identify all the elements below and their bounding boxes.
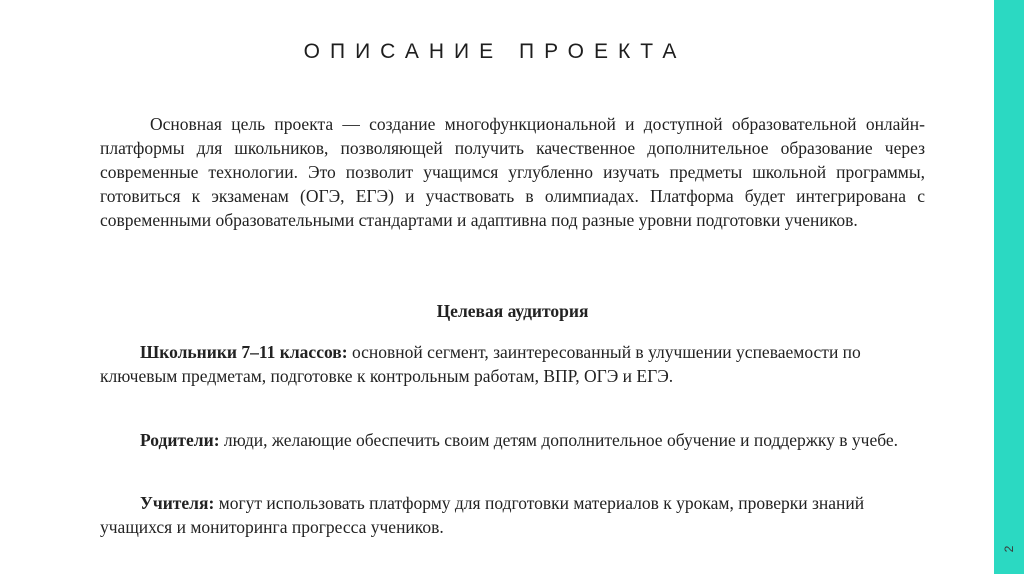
slide-number: 2 xyxy=(1002,545,1016,553)
audience-item-label: Школьники 7–11 классов: xyxy=(140,342,348,362)
audience-item-students xyxy=(100,340,900,388)
accent-bar xyxy=(994,0,1024,574)
target-audience-heading: Целевая аудитория xyxy=(436,301,589,321)
audience-item-parents xyxy=(100,428,900,452)
audience-item-label: Учителя: xyxy=(140,493,215,513)
audience-item-text: могут использовать платформу для подготовки материалов к урокам, проверки знаний учащихся и мониторинга прогресса учеников. xyxy=(100,493,865,537)
audience-item-text: основной сегмент, заинтересованный в улучшении успеваемости по ключевым предметам, подготовке к контрольным работам, ВПР, ОГЭ и ЕГЭ. xyxy=(100,342,861,386)
audience-item-teachers xyxy=(100,491,900,539)
audience-item-label: Родители: xyxy=(140,430,220,450)
page-title: ОПИСАНИЕ ПРОЕКТА xyxy=(303,40,687,63)
intro-paragraph: Основная цель проекта — создание многофункциональной и доступной образовательной онлайн-платформы для школьников, позволяющей получить качественное дополнительное образование через современные технологии. Это позволит учащимся углубленно изучать предметы школьной программы, готовиться к экзаменам (ОГЭ, ЕГЭ) и участвовать в олимпиадах. Платформа будет интегрирована с современными образовательными стандартами и адаптивна под разные уровни подготовки учеников. xyxy=(100,114,925,230)
audience-item-text: люди, желающие обеспечить своим детям дополнительное обучение и поддержку в учебе. xyxy=(219,430,899,450)
